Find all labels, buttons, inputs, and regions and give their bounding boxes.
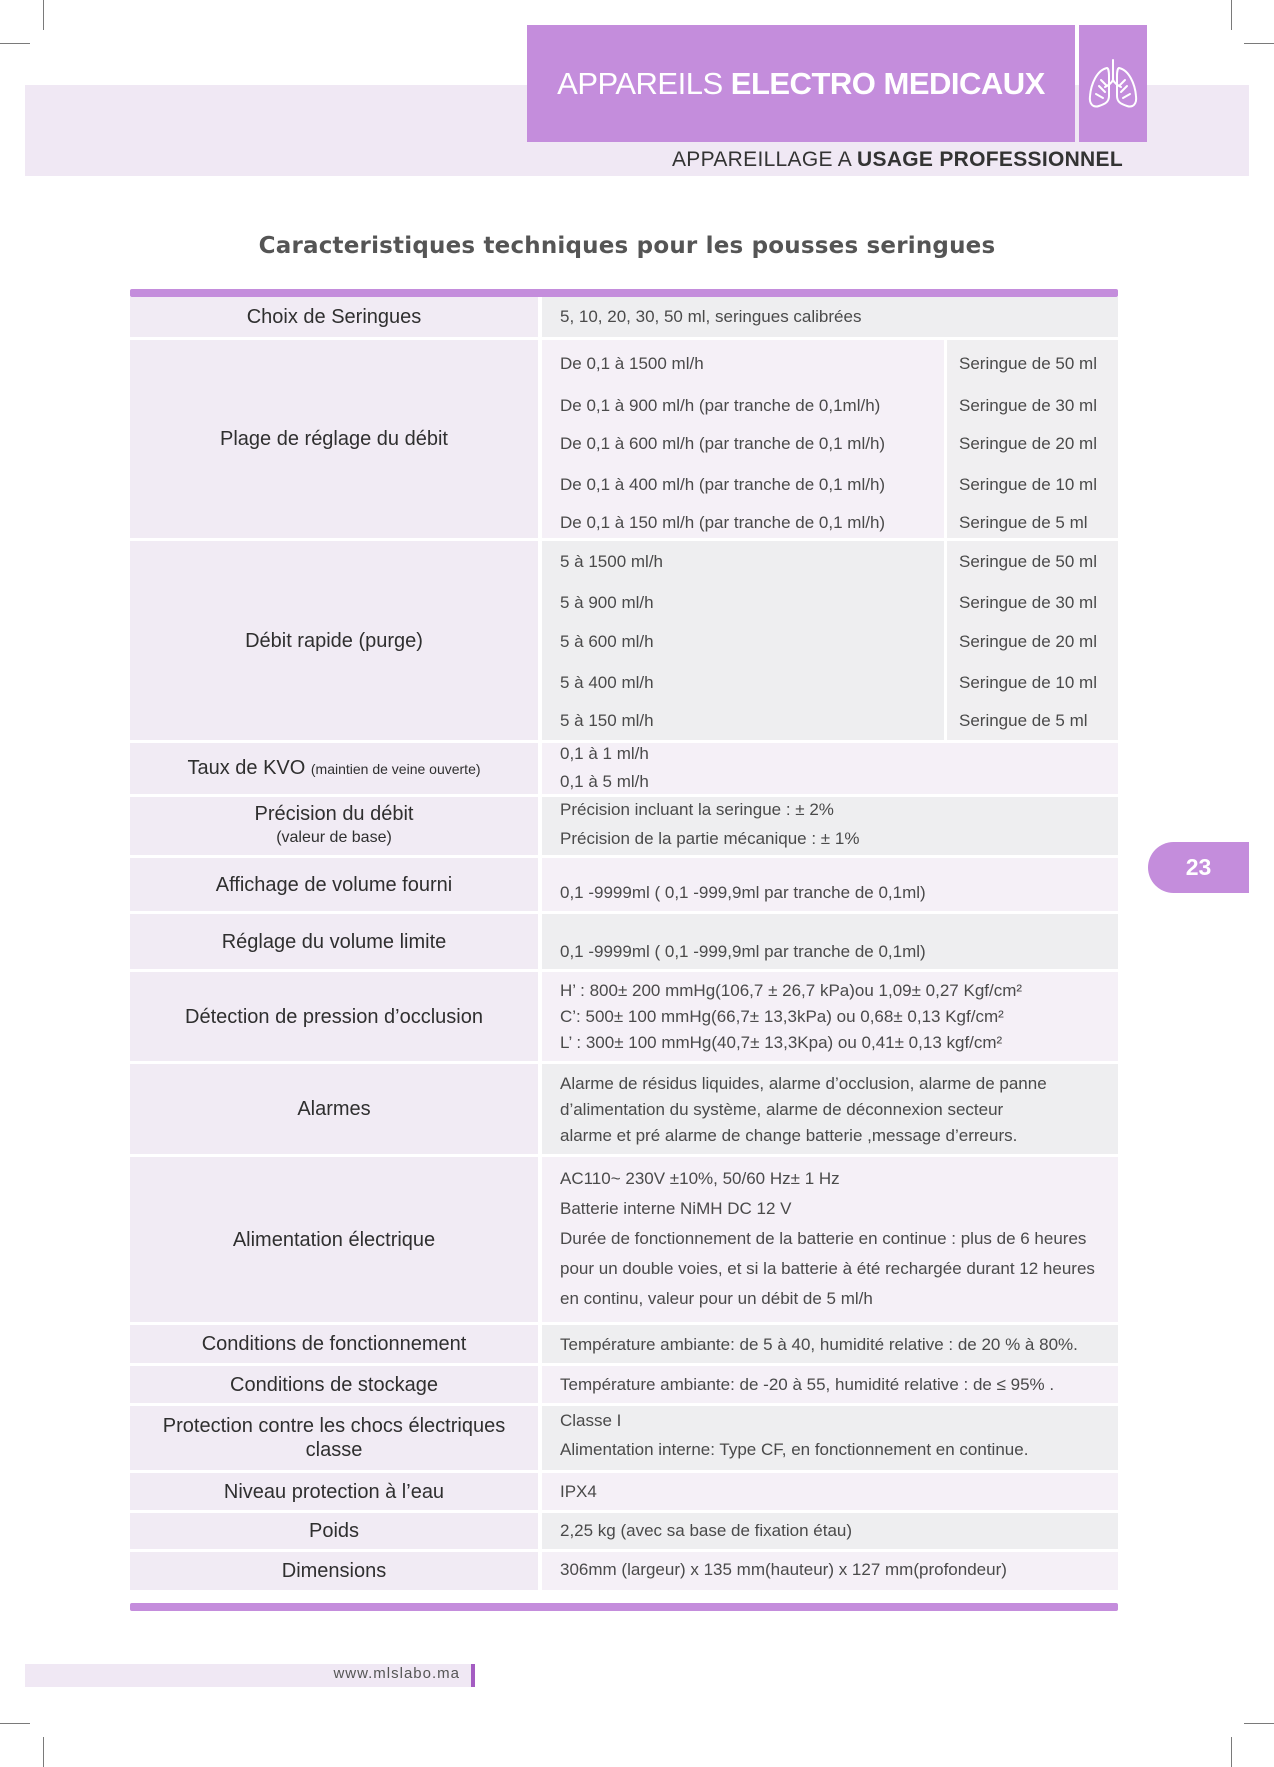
row-value-protection: Classe I Alimentation interne: Type CF, en fonctionnement en continue. — [542, 1406, 1118, 1470]
crop-mark — [43, 1737, 44, 1767]
row-value-dimensions: 306mm (largeur) x 135 mm(hauteur) x 127 mm(profondeur) — [542, 1552, 1118, 1590]
row-label-dimensions: Dimensions — [130, 1552, 538, 1590]
row-label-alimentation: Alimentation électrique — [130, 1157, 538, 1322]
row-side-debit: Seringue de 50 ml Seringue de 30 ml Seringue de 20 ml Seringue de 10 ml Seringue de 5 ml — [944, 541, 1118, 740]
row-value-debit: 5 à 1500 ml/h 5 à 900 ml/h 5 à 600 ml/h 5 à 400 ml/h 5 à 150 ml/h — [542, 541, 1118, 740]
crop-mark — [1231, 0, 1232, 30]
row-value-precision: Précision incluant la seringue : ± 2% Précision de la partie mécanique : ± 1% — [542, 797, 1118, 855]
row-value-alimentation: AC110~ 230V ±10%, 50/60 Hz± 1 Hz Batterie interne NiMH DC 12 V Durée de fonctionnement de la batterie en continue : plus de 6 heures pour un double voies, et si la batterie à été rechargée durant 12 heures en continu, valeur pour un débit de 5 ml/h — [542, 1157, 1118, 1322]
lungs-icon — [1079, 25, 1147, 142]
row-side-plage: Seringue de 50 ml Seringue de 30 ml Seringue de 20 ml Seringue de 10 ml Seringue de 5 ml — [944, 340, 1118, 538]
row-label-choix: Choix de Seringues — [130, 297, 538, 337]
page-title: Caracteristiques techniques pour les pousses seringues — [258, 233, 996, 259]
row-label-precision: Précision du débit (valeur de base) — [130, 797, 538, 855]
crop-mark — [0, 1723, 30, 1724]
spec-table — [130, 289, 1118, 1611]
crop-mark — [1231, 1737, 1232, 1767]
header-title-box — [527, 25, 1075, 142]
row-value-plage: De 0,1 à 1500 ml/h De 0,1 à 900 ml/h (par tranche de 0,1ml/h) De 0,1 à 600 ml/h (par tranche de 0,1 ml/h) De 0,1 à 400 ml/h (par tranche de 0,1 ml/h) De 0,1 à 150 ml/h (par tranche de 0,1 ml/h) — [542, 340, 1118, 538]
row-label-plage: Plage de réglage du débit — [130, 340, 538, 538]
row-value-eau: IPX4 — [542, 1473, 1118, 1510]
row-label-kvo: Taux de KVO (maintien de veine ouverte) — [130, 743, 538, 794]
row-value-reglage: 0,1 -9999ml ( 0,1 -999,9ml par tranche de 0,1ml) — [542, 914, 1118, 969]
crop-mark — [0, 43, 30, 44]
table-bottom-bar — [130, 1603, 1118, 1611]
row-label-alarmes: Alarmes — [130, 1064, 538, 1154]
row-value-poids: 2,25 kg (avec sa base de fixation étau) — [542, 1513, 1118, 1549]
header-subtitle: APPAREILLAGE A USAGE PROFESSIONNEL — [672, 148, 1123, 171]
row-label-stockage: Conditions de stockage — [130, 1366, 538, 1403]
footer-accent — [471, 1664, 475, 1687]
row-value-fonctionnement: Température ambiante: de 5 à 40, humidité relative : de 20 % à 80%. — [542, 1325, 1118, 1363]
row-value-kvo: 0,1 à 1 ml/h 0,1 à 5 ml/h — [542, 743, 1118, 794]
row-value-alarmes: Alarme de résidus liquides, alarme d’occlusion, alarme de panne d’alimentation du système, alarme de déconnexion secteur alarme et pré alarme de change batterie ,message d’erreurs. — [542, 1064, 1118, 1154]
footer-url[interactable]: www.mlslabo.ma — [333, 1665, 460, 1682]
table-top-bar — [130, 289, 1118, 297]
row-label-debit: Débit rapide (purge) — [130, 541, 538, 740]
row-label-affichage: Affichage de volume fourni — [130, 858, 538, 911]
row-label-poids: Poids — [130, 1513, 538, 1549]
row-label-eau: Niveau protection à l’eau — [130, 1473, 538, 1510]
page-number: 23 — [1148, 842, 1249, 893]
row-value-affichage: 0,1 -9999ml ( 0,1 -999,9ml par tranche de 0,1ml) — [542, 858, 1118, 911]
header-title: APPAREILS ELECTRO MEDICAUX — [557, 65, 1045, 101]
crop-mark — [1244, 1723, 1274, 1724]
row-label-reglage: Réglage du volume limite — [130, 914, 538, 969]
row-label-detection: Détection de pression d’occlusion — [130, 972, 538, 1061]
crop-mark — [1244, 43, 1274, 44]
row-value-detection: H’ : 800± 200 mmHg(106,7 ± 26,7 kPa)ou 1,09± 0,27 Kgf/cm² C’: 500± 100 mmHg(66,7± 13,3kPa) ou 0,68± 0,13 Kgf/cm² L’ : 300± 100 mmHg(40,7± 13,3Kpa) ou 0,41± 0,13 kgf/cm² — [542, 972, 1118, 1061]
row-label-fonctionnement: Conditions de fonctionnement — [130, 1325, 538, 1363]
row-value-stockage: Température ambiante: de -20 à 55, humidité relative : de ≤ 95% . — [542, 1366, 1118, 1403]
row-label-protection: Protection contre les chocs électriques classe — [130, 1406, 538, 1470]
crop-mark — [43, 0, 44, 30]
row-value-choix: 5, 10, 20, 30, 50 ml, seringues calibrées — [542, 297, 1118, 337]
